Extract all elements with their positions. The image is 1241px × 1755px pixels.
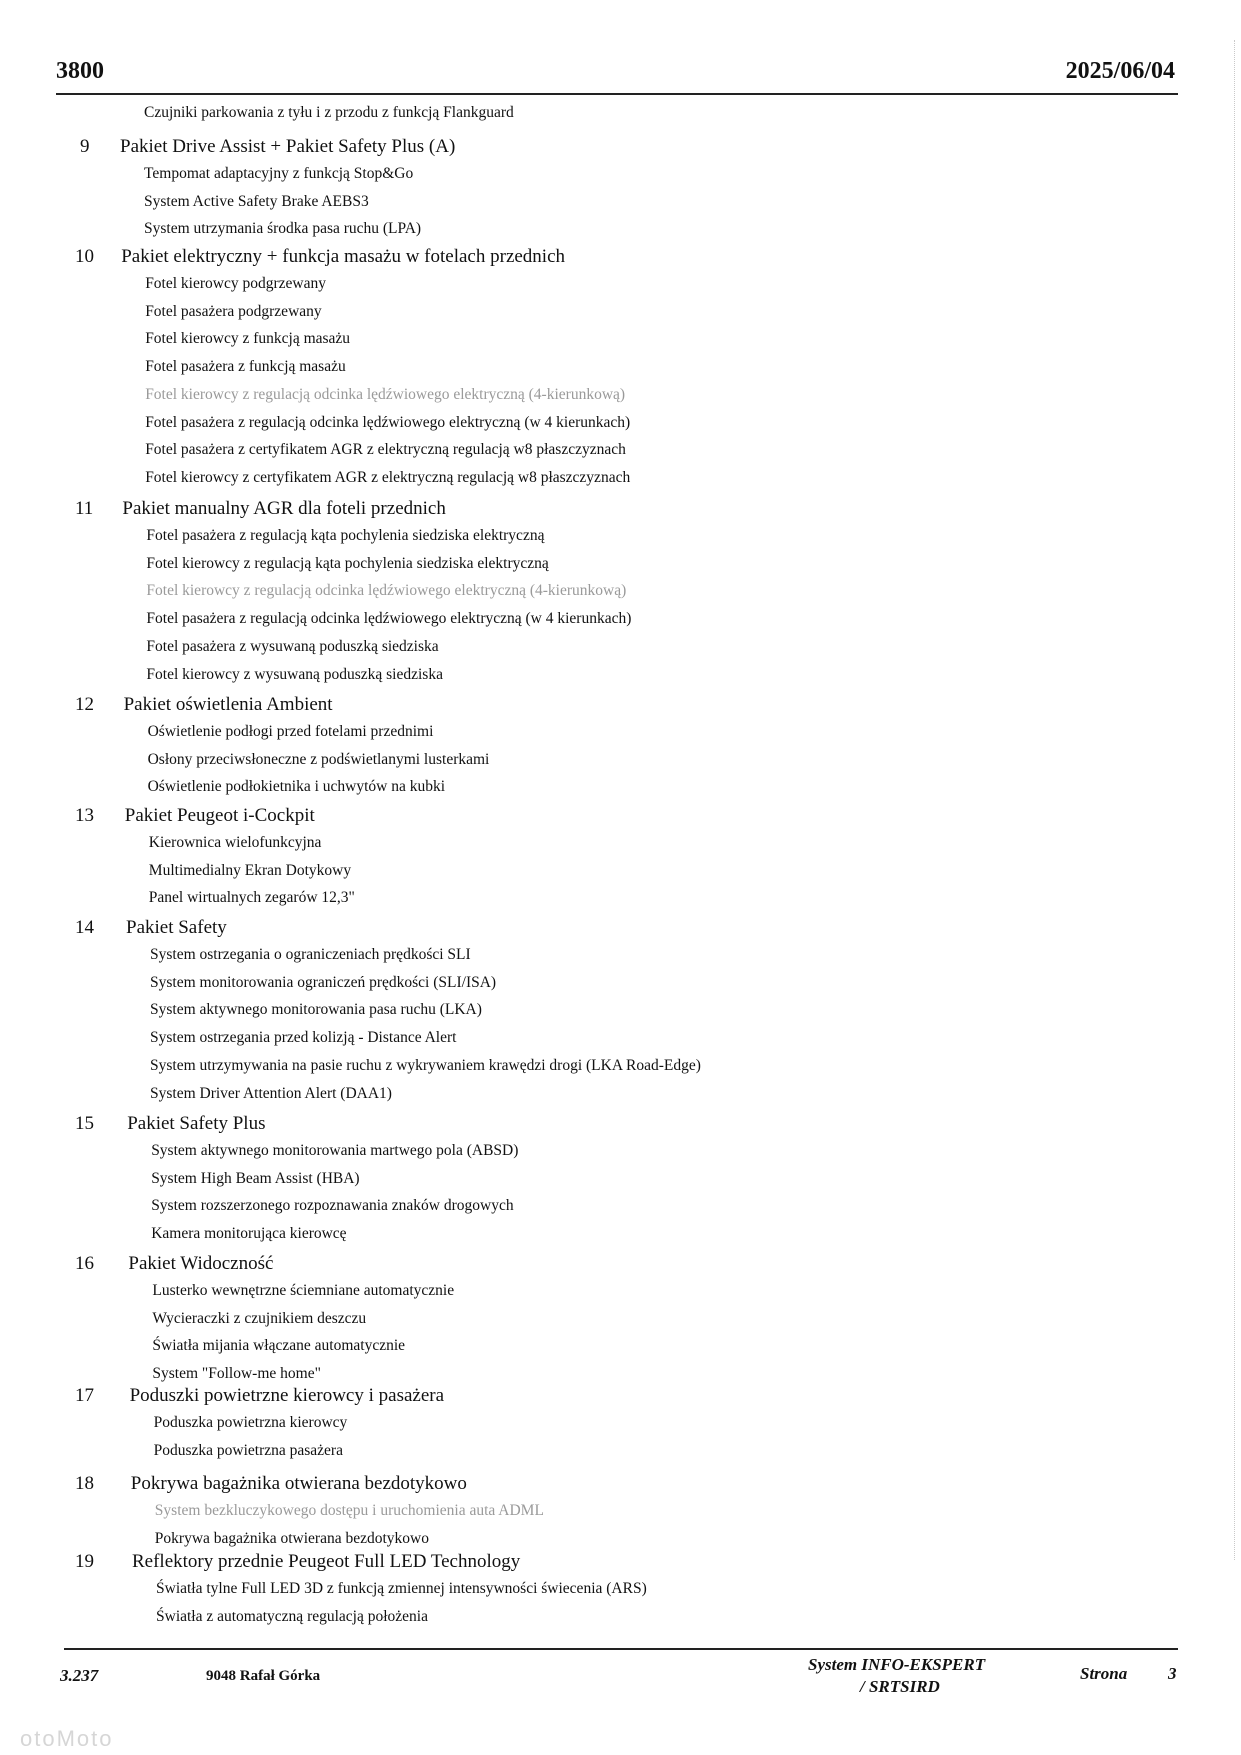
list-item: Fotel kierowcy z wysuwaną poduszką siedziska (146, 665, 443, 683)
list-item: Pokrywa bagażnika otwierana bezdotykowo (154, 1529, 429, 1547)
list-item: Czujniki parkowania z tyłu i z przodu z funkcją Flankguard (144, 104, 514, 121)
list-item: Fotel pasażera z certyfikatem AGR z elektryczną regulacją w8 płaszczyznach (145, 441, 626, 459)
section-title: Poduszki powietrzne kierowcy i pasażera (129, 1385, 445, 1406)
footer-page-label: Strona (1080, 1664, 1128, 1683)
section-title: Pakiet Drive Assist + Pakiet Safety Plus (A) (120, 136, 456, 157)
list-item: Fotel kierowcy z regulacją odcinka lędźwiowego elektryczną (4-kierunkową) (146, 582, 627, 600)
list-item: System ostrzegania przed kolizją - Distance Alert (150, 1029, 457, 1047)
section-number: 13 (75, 805, 94, 826)
list-item: Osłony przeciwsłoneczne z podświetlanymi lusterkami (147, 750, 490, 768)
watermark: otoMoto (20, 1726, 114, 1751)
footer-author: 9048 Rafał Górka (206, 1668, 321, 1684)
footer-divider (64, 1648, 1178, 1650)
list-item: System ostrzegania o ograniczeniach prędkości SLI (150, 946, 471, 963)
list-item: Lusterko wewnętrzne ściemniane automatycznie (152, 1282, 455, 1299)
scan-edge (1233, 40, 1235, 1560)
list-item: System bezkluczykowego dostępu i uruchomienia auta ADML (154, 1502, 544, 1519)
list-item: System "Follow-me home" (152, 1365, 321, 1383)
list-item: Fotel pasażera z regulacją kąta pochylenia siedziska elektryczną (146, 527, 545, 544)
list-item: Fotel pasażera z regulacją odcinka lędźwiowego elektryczną (w 4 kierunkach) (146, 610, 632, 628)
section-title: Pakiet Safety Plus (127, 1113, 266, 1134)
list-item: Fotel pasażera z wysuwaną poduszką siedziska (146, 637, 439, 655)
list-item: Fotel pasażera podgrzewany (145, 302, 322, 320)
document-number: 3800 (56, 58, 104, 84)
footer-page-number: 3 (1168, 1664, 1177, 1683)
header-divider (56, 93, 1178, 95)
section-title: Pokrywa bagażnika otwierana bezdotykowo (130, 1473, 467, 1494)
section-title: Pakiet Widoczność (128, 1253, 274, 1274)
list-item: Poduszka powietrzna kierowcy (153, 1414, 348, 1431)
section-title: Pakiet elektryczny + funkcja masażu w fotelach przednich (121, 246, 566, 267)
list-item: Multimedialny Ekran Dotykowy (148, 861, 352, 879)
section-number: 14 (75, 917, 94, 938)
list-item: System monitorowania ograniczeń prędkości (SLI/ISA) (150, 973, 497, 991)
section-number: 16 (75, 1253, 94, 1274)
section-number: 12 (75, 694, 94, 715)
footer-system-code: / SRTSIRD (860, 1677, 940, 1696)
list-item: Kierownica wielofunkcyjna (148, 834, 322, 851)
section-number: 15 (75, 1113, 94, 1134)
list-item: System High Beam Assist (HBA) (151, 1169, 360, 1187)
list-item: Fotel kierowcy z funkcją masażu (145, 330, 351, 348)
footer-system-name: System INFO-EKSPERT (808, 1655, 986, 1674)
section-number: 9 (80, 136, 90, 157)
list-item: Fotel kierowcy podgrzewany (145, 275, 326, 292)
section-title: Pakiet Safety (126, 917, 227, 938)
list-item: Oświetlenie podłokietnika i uchwytów na kubki (147, 778, 446, 796)
list-item: Fotel kierowcy z regulacją odcinka lędźwiowego elektryczną (4-kierunkową) (145, 385, 626, 403)
list-item: Kamera monitorująca kierowcę (151, 1225, 347, 1243)
footer-version: 3.237 (60, 1666, 99, 1685)
list-item: Panel wirtualnych zegarów 12,3" (148, 889, 355, 907)
section-title: Pakiet manualny AGR dla foteli przednich (122, 498, 446, 519)
list-item: System aktywnego monitorowania martwego pola (ABSD) (151, 1142, 519, 1159)
list-item: Fotel pasażera z regulacją odcinka lędźwiowego elektryczną (w 4 kierunkach) (145, 413, 631, 431)
list-item: Oświetlenie podłogi przed fotelami przednimi (147, 723, 434, 740)
list-item: System utrzymania środka pasa ruchu (LPA) (144, 220, 422, 238)
list-item: Wycieraczki z czujnikiem deszczu (152, 1309, 367, 1327)
section-number: 19 (75, 1551, 94, 1572)
list-item: System aktywnego monitorowania pasa ruchu (LKA) (150, 1001, 482, 1019)
list-item: Tempomat adaptacyjny z funkcją Stop&Go (144, 165, 414, 182)
section-number: 10 (75, 246, 94, 267)
section-number: 11 (75, 498, 94, 519)
list-item: System Active Safety Brake AEBS3 (144, 192, 369, 210)
document-date: 2025/06/04 (1065, 58, 1175, 84)
section-number: 18 (75, 1473, 94, 1494)
list-item: System rozszerzonego rozpoznawania znaków drogowych (151, 1197, 514, 1215)
list-item: Poduszka powietrzna pasażera (153, 1441, 343, 1459)
list-item: Fotel kierowcy z regulacją kąta pochylenia siedziska elektryczną (146, 554, 549, 572)
list-item: Światła tylne Full LED 3D z funkcją zmiennej intensywności świecenia (ARS) (156, 1580, 647, 1597)
section-title: Pakiet oświetlenia Ambient (123, 694, 333, 715)
list-item: Fotel kierowcy z certyfikatem AGR z elektryczną regulacją w8 płaszczyznach (145, 468, 631, 486)
list-item: Światła z automatyczną regulacją położenia (156, 1607, 428, 1625)
list-item: Światła mijania włączane automatycznie (152, 1337, 406, 1355)
list-item: System Driver Attention Alert (DAA1) (150, 1084, 392, 1102)
list-item: Fotel pasażera z funkcją masażu (145, 358, 346, 376)
section-number: 17 (75, 1385, 94, 1406)
section-title: Reflektory przednie Peugeot Full LED Technology (132, 1551, 521, 1572)
list-item: System utrzymywania na pasie ruchu z wykrywaniem krawędzi drogi (LKA Road-Edge) (150, 1056, 701, 1074)
section-title: Pakiet Peugeot i-Cockpit (124, 805, 315, 826)
